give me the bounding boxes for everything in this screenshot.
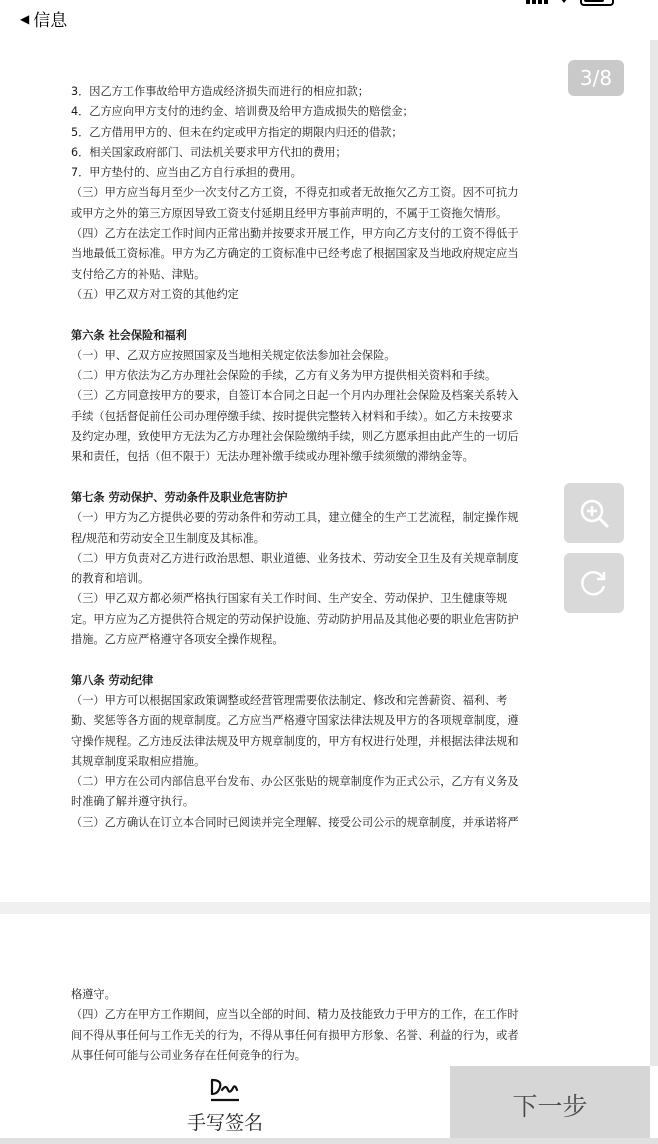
document-line: 手续（包括督促前任公司办理停缴手续、按时提供完整转入材料和手续）。如乙方未按要求 bbox=[71, 409, 513, 423]
document-line: （四）乙方在甲方工作期间，应当以全部的时间、精力及技能致力于甲方的工作，在工作时 bbox=[71, 1008, 519, 1022]
document-line: （二）甲方依法为乙方办理社会保险的手续，乙方有义务为甲方提供相关资料和手续。 bbox=[71, 369, 497, 383]
document-line: 支付给乙方的补贴、津贴。 bbox=[71, 267, 206, 281]
document-line: 5．乙方借用甲方的、但未在约定或甲方指定的期限内归还的借款； bbox=[71, 125, 403, 139]
back-button[interactable] bbox=[20, 6, 67, 31]
document-line: 果和责任，包括（但不限于）无法办理补缴手续或办理补缴手续须缴的滞纳金等。 bbox=[71, 450, 474, 464]
bottom-divider bbox=[0, 1138, 658, 1144]
document-line: 勤、奖惩等各方面的规章制度。乙方应当严格遵守国家法律法规及甲方的各项规章制度，遵 bbox=[71, 714, 519, 728]
rotate-icon bbox=[577, 566, 611, 600]
document-line: 的教育和培训。 bbox=[71, 572, 150, 586]
document-line: 程/规范和劳动安全卫生制度及其标准。 bbox=[71, 531, 265, 545]
article-6-title: 第六条 社会保险和福利 bbox=[71, 328, 187, 342]
signal-icon bbox=[526, 0, 548, 4]
document-line: 间不得从事任何与工作无关的行为，不得从事任何有损甲方形象、名誉、利益的行为，或者 bbox=[71, 1028, 519, 1042]
document-body bbox=[71, 82, 576, 833]
scroll-gutter bbox=[650, 40, 658, 1066]
back-arrow-icon: ◀ bbox=[20, 11, 30, 26]
back-label: 信息 bbox=[33, 11, 68, 31]
document-line: 及约定办理，致使甲方无法为乙方办理社会保险缴纳手续，则乙方愿承担由此产生的一切后 bbox=[71, 430, 519, 444]
document-line: （三）乙方确认在订立本合同时已阅读并完全理解、接受公司公示的规章制度，并承诺将严 bbox=[71, 815, 519, 829]
article-6-body bbox=[71, 346, 576, 468]
document-line: 或甲方之外的第三方原因导致工资支付延期且经甲方事前声明的，不属于工资拖欠情形。 bbox=[71, 206, 508, 220]
document-line: 7．甲方垫付的、应当由乙方自行承担的费用。 bbox=[71, 166, 302, 180]
document-line: （一）甲、乙双方应按照国家及当地相关规定依法参加社会保险。 bbox=[71, 348, 396, 362]
document-line: 3．因乙方工作事故给甲方造成经济损失而进行的相应扣款； bbox=[71, 85, 369, 98]
wifi-icon bbox=[558, 0, 570, 3]
document-line: （二）甲方负责对乙方进行政治思想、职业道德、业务技术、劳动安全卫生及有关规章制度 bbox=[71, 551, 519, 565]
zoom-in-icon bbox=[577, 496, 611, 530]
page-2-body bbox=[71, 985, 576, 1066]
document-body-page-2 bbox=[71, 985, 576, 1066]
document-line: 措施。乙方应严格遵守各项安全操作规程。 bbox=[71, 633, 284, 647]
next-step-button[interactable]: 下一步 bbox=[450, 1066, 650, 1144]
document-line: 其规章制度采取相应措施。 bbox=[71, 754, 206, 768]
document-line: （一）甲方为乙方提供必要的劳动条件和劳动工具，建立健全的生产工艺流程，制定操作规 bbox=[71, 511, 519, 525]
article-7-body bbox=[71, 508, 576, 650]
document-line: （三）乙方同意按甲方的要求，自签订本合同之日起一个月内办理社会保险及档案关系转入 bbox=[71, 389, 519, 403]
signature-icon bbox=[208, 1076, 242, 1104]
document-line: （一）甲方可以根据国家政策调整或经营管理需要依法制定、修改和完善薪资、福利、考 bbox=[71, 693, 508, 707]
document-line: 当地最低工资标准。甲方为乙方确定的工资标准中已经考虑了根据国家及当地政府规定应当 bbox=[71, 247, 519, 261]
rotate-button[interactable] bbox=[564, 553, 624, 613]
zoom-in-button[interactable] bbox=[564, 483, 624, 543]
handwrite-signature-button[interactable] bbox=[0, 1066, 450, 1144]
document-line: 6．相关国家政府部门、司法机关要求甲方代扣的费用； bbox=[71, 145, 347, 159]
document-line: 从事任何可能与公司业务存在任何竞争的行为。 bbox=[71, 1048, 306, 1062]
document-line: 时准确了解并遵守执行。 bbox=[71, 795, 195, 809]
handwrite-signature-label: 手写签名 bbox=[186, 1111, 263, 1134]
status-bar bbox=[0, 0, 658, 40]
wage-deduction-section bbox=[71, 82, 576, 305]
bottom-action-bar bbox=[0, 1066, 658, 1144]
article-7-title: 第七条 劳动保护、劳动条件及职业危害防护 bbox=[71, 490, 288, 504]
document-line: （五）甲乙双方对工资的其他约定 bbox=[71, 287, 239, 301]
document-line: （四）乙方在法定工作时间内正常出勤并按要求开展工作，甲方向乙方支付的工资不得低于 bbox=[71, 227, 519, 241]
document-line: 定。甲方应为乙方提供符合规定的劳动保护设施、劳动防护用品及其他必要的职业危害防护 bbox=[71, 612, 519, 626]
article-8-title: 第八条 劳动纪律 bbox=[71, 673, 154, 687]
document-line: （二）甲方在公司内部信息平台发布、办公区张贴的规章制度作为正式公示，乙方有义务及 bbox=[71, 775, 519, 789]
document-line: 守操作规程。乙方违反法律法规及甲方规章制度的，甲方有权进行处理，并根据法律法规和 bbox=[71, 734, 519, 748]
system-status-icons bbox=[526, 0, 614, 6]
document-line: 格遵守。 bbox=[71, 988, 116, 1001]
battery-icon bbox=[580, 0, 614, 6]
document-line: （三）甲方应当每月至少一次支付乙方工资，不得克扣或者无故拖欠乙方工资。因不可抗力 bbox=[71, 186, 519, 200]
document-line: 4．乙方应向甲方支付的违约金、培训费及给甲方造成损失的赔偿金； bbox=[71, 105, 414, 119]
article-8-body bbox=[71, 691, 576, 833]
page-indicator: 3/8 bbox=[568, 60, 624, 96]
document-line: （三）甲乙双方都必须严格执行国家有关工作时间、生产安全、劳动保护、卫生健康等规 bbox=[71, 592, 508, 606]
